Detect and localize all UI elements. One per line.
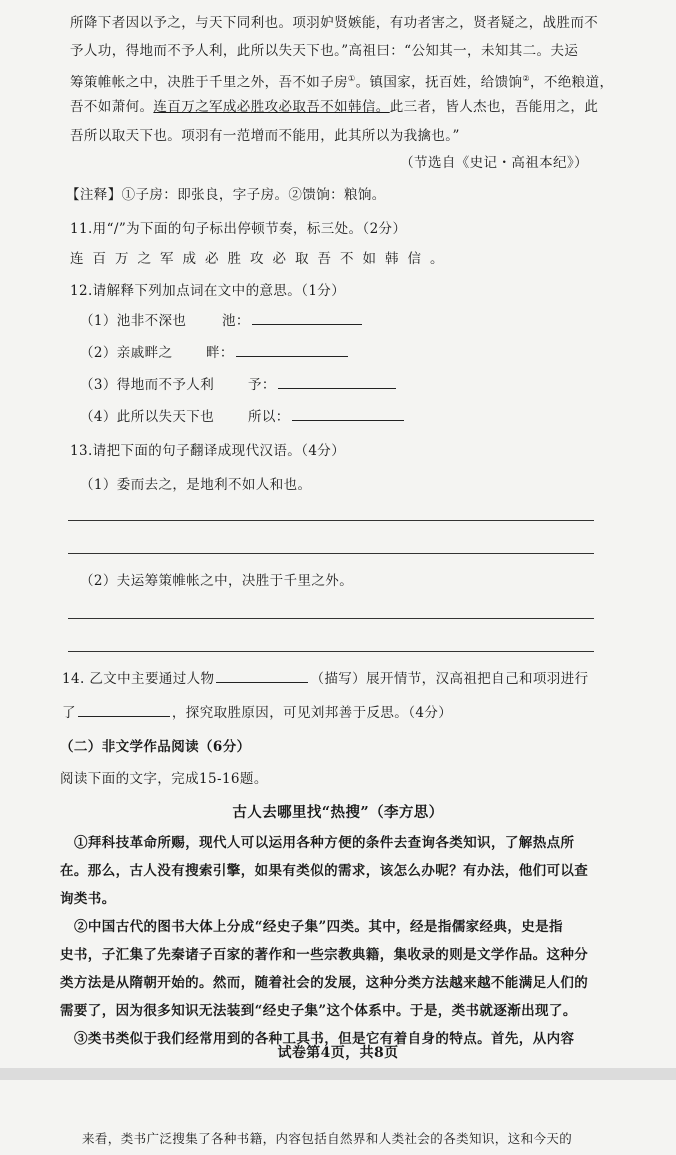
q12-item-3: （3）得地而不予人利 [80, 377, 215, 393]
section-instruction: 阅读下面的文字，完成15-16题。 [60, 771, 268, 787]
passage-line-3: 筹策帷帐之中，决胜于千里之外，吾不如子房①。镇国家，抚百姓，给馈饷②，不绝粮道， [70, 74, 614, 91]
q14-line-1: 14. 乙文中主要通过人物 （描写）展开情节，汉高祖把自己和项羽进行 [62, 671, 589, 687]
passage-line-1: 所降下者因以予之，与天下同利也。项羽妒贤嫉能，有功者害之，贤者疑之，战胜而不 [70, 15, 599, 31]
answer-blank[interactable] [236, 344, 348, 357]
q12-item-2: （2）亲戚畔之 [80, 345, 173, 361]
underlined-sentence: 连百万之军成必胜攻必取吾不如韩信。 [153, 99, 390, 115]
article-line-8: ③类书类似于我们经常用到的各种工具书，但是它有着自身的特点。首先，从内容 [74, 1031, 575, 1047]
q14-line-2: 了 ，探究取胜原因，可见刘邦善于反思。（4分） [62, 705, 453, 721]
page-footer: 试卷第4页，共8页 [277, 1045, 399, 1061]
q13-item-1: （1）委而去之，是地利不如人和也。 [80, 477, 312, 493]
section-heading: （二）非文学作品阅读（6分） [60, 739, 251, 755]
article-line-6: 类方法是从隋朝开始的。然而，随着社会的发展，这种分类方法越来越不能满足人们的 [60, 975, 589, 991]
q13-item-2: （2）夫运筹策帷帐之中，决胜于千里之外。 [80, 573, 354, 589]
answer-blank[interactable] [278, 376, 396, 389]
answer-line[interactable] [68, 651, 594, 652]
q12-item-4-label: 所以： [248, 408, 406, 426]
q12-item-4: （4）此所以失天下也 [80, 409, 215, 425]
passage-line-4: 吾不如萧何。连百万之军成必胜攻必取吾不如韩信。此三者，皆人杰也，吾能用之，此 [70, 99, 599, 115]
article-line-1: ①拜科技革命所赐，现代人可以运用各种方便的条件去查询各类知识，了解热点所 [74, 835, 575, 851]
answer-blank[interactable] [252, 312, 362, 325]
answer-line[interactable] [68, 553, 594, 554]
article-line-4: ②中国古代的图书大体上分成“经史子集”四类。其中，经是指儒家经典，史是指 [74, 919, 563, 935]
q12-item-2-label: 畔： [206, 344, 350, 362]
answer-blank[interactable] [78, 704, 170, 717]
q12-item-3-label: 予： [248, 376, 398, 394]
passage-line-5: 吾所以取天下也。项羽有一范增而不能用，此其所以为我擒也。” [70, 128, 460, 144]
article-line-5: 史书，子汇集了先秦诸子百家的著作和一些宗教典籍，集收录的则是文学作品。这种分 [60, 947, 589, 963]
passage-line-2: 予人功，得地而不予人利，此所以失天下也。”高祖曰：“公知其一，未知其二。夫运 [70, 43, 579, 59]
article-line-7: 需要了，因为很多知识无法装到“经史子集”这个体系中。于是，类书就逐渐出现了。 [60, 1003, 577, 1019]
article-line-3: 询类书。 [60, 891, 116, 907]
answer-line[interactable] [68, 618, 594, 619]
article-line-2: 在。那么，古人没有搜索引擎，如果有类似的需求，该怎么办呢？有办法，他们可以查 [60, 863, 589, 879]
answer-blank[interactable] [292, 408, 404, 421]
next-page-line: 来看，类书广泛搜集了各种书籍，内容包括自然界和人类社会的各类知识，这和今天的 [82, 1131, 573, 1146]
answer-line[interactable] [68, 520, 594, 521]
q13-prompt: 13.请把下面的句子翻译成现代汉语。（4分） [70, 443, 346, 459]
q12-prompt: 12.请解释下列加点词在文中的意思。（1分） [70, 283, 346, 299]
q11-prompt: 11.用“/”为下面的句子标出停顿节奏，标三处。（2分） [70, 221, 407, 237]
next-page [0, 1080, 676, 1155]
q12-item-1: （1）池非不深也 [80, 313, 187, 329]
article-title: 古人去哪里找“热搜”（李方思） [232, 804, 444, 821]
q11-sentence: 连百万之军成必胜攻必取吾不如韩信。 [70, 251, 453, 267]
notes: 【注释】①子房：即张良，字子房。②馈饷：粮饷。 [66, 187, 386, 203]
passage-source: （节选自《史记・高祖本纪》） [400, 155, 588, 171]
answer-blank[interactable] [216, 670, 308, 683]
q12-item-1-label: 池： [222, 312, 364, 330]
